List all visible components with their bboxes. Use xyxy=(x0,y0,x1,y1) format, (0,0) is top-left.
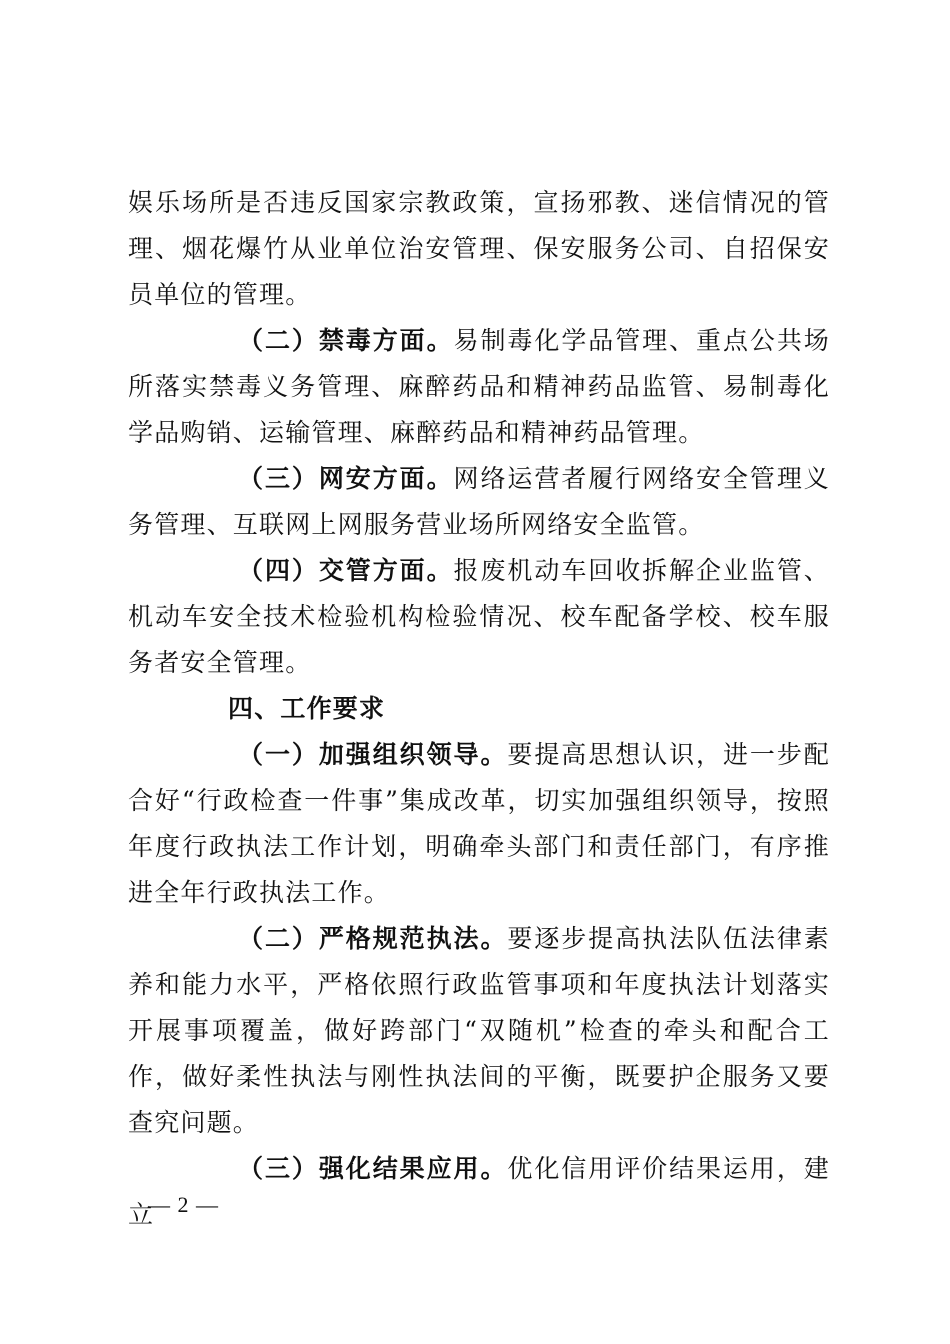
paragraph-text: 易制毒化学品管理、重点公共场所落实禁毒义务管理、麻醉药品和精神药品监管、易制毒化学品购销、运输管理、麻醉药品和精神药品管理。 xyxy=(128,326,830,447)
paragraph-text: 报废机动车回收拆解企业监管、机动车安全技术检验机构检验情况、校车配备学校、校车服务者安全管理。 xyxy=(128,556,830,677)
paragraph-result-application xyxy=(128,1146,830,1238)
section-heading-text: 四、工作要求 xyxy=(228,694,386,723)
paragraph-organization-leadership xyxy=(128,732,830,916)
paragraph-cyber-security xyxy=(128,456,830,548)
paragraph-text: 优化信用评价结果运用，建立 xyxy=(128,1154,830,1229)
paragraph-lead: （二）禁毒方面。 xyxy=(238,326,454,355)
paragraph-traffic-management xyxy=(128,548,830,686)
paragraph-continuation xyxy=(128,180,830,318)
paragraph-text: 娱乐场所是否违反国家宗教政策，宣扬邪教、迷信情况的管理、烟花爆竹从业单位治安管理、保安服务公司、自招保安员单位的管理。 xyxy=(128,188,830,309)
paragraph-lead: （一）加强组织领导。 xyxy=(238,740,508,769)
paragraph-text: 网络运营者履行网络安全管理义务管理、互联网上网服务营业场所网络安全监管。 xyxy=(128,464,830,539)
paragraph-standard-enforcement xyxy=(128,916,830,1146)
paragraph-lead: （三）强化结果应用。 xyxy=(238,1154,508,1183)
paragraph-text: 要提高思想认识，进一步配合好“行政检查一件事”集成改革，切实加强组织领导，按照年度行政执法工作计划，明确牵头部门和责任部门，有序推进全年行政执法工作。 xyxy=(128,740,830,907)
paragraph-drug-control xyxy=(128,318,830,456)
page-number: — 2 — xyxy=(148,1192,219,1217)
paragraph-lead: （四）交管方面。 xyxy=(238,556,454,585)
document-body xyxy=(128,180,830,1238)
paragraph-text: 要逐步提高执法队伍法律素养和能力水平，严格依照行政监管事项和年度执法计划落实开展事项覆盖，做好跨部门“双随机”检查的牵头和配合工作，做好柔性执法与刚性执法间的平衡，既要护企服务又要查究问题。 xyxy=(128,924,830,1137)
paragraph-lead: （三）网安方面。 xyxy=(238,464,454,493)
section-heading xyxy=(128,686,830,732)
paragraph-lead: （二）严格规范执法。 xyxy=(238,924,508,953)
